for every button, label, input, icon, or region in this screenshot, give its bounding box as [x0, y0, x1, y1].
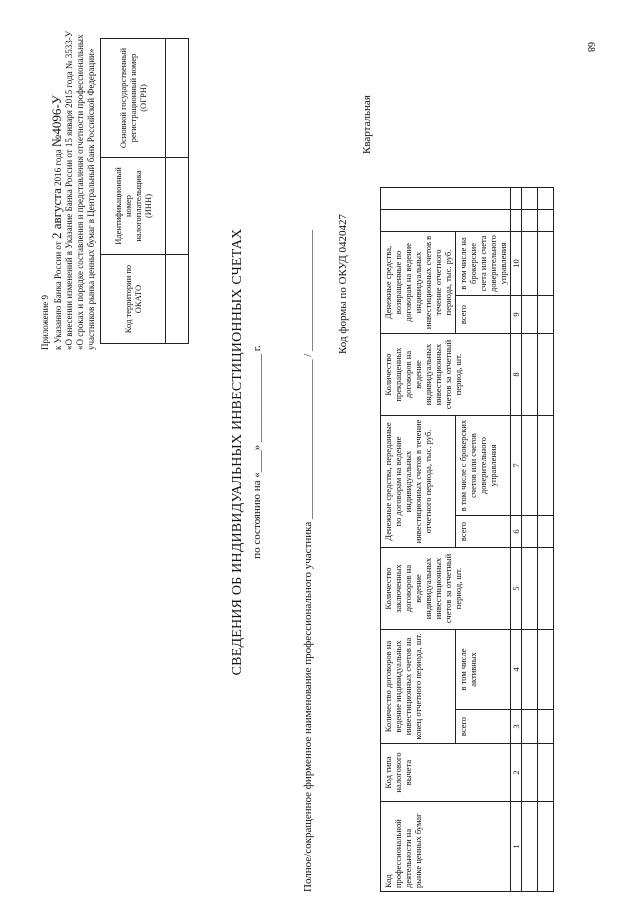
- organization-name-line: Полное/сокращенное фирменное наименование профессионального участника _____________________________ / ______________________: [302, 229, 314, 892]
- col-brokerage-7: в том числе с брокерских счетов или счетов доверительного управления: [456, 416, 511, 516]
- ogrn-value: [166, 39, 189, 158]
- col-number-8: 8: [511, 334, 522, 416]
- col-total-9: всего: [456, 296, 511, 334]
- col-number-1: 1: [511, 802, 522, 892]
- col-total-6: всего: [456, 516, 511, 548]
- col-total-3: всего: [456, 710, 511, 744]
- col-number-4: 4: [511, 630, 522, 710]
- col-number-2: 2: [511, 744, 522, 802]
- col-activity-code: Код профессиональной деятельности на рынке ценных бумаг: [381, 802, 511, 892]
- col-number-3: 3: [511, 710, 522, 744]
- col-active-4: в том числе активных: [456, 630, 511, 710]
- report-date-line: по состоянию на «____» ________________ г.: [251, 345, 263, 559]
- okud-code: Код формы по ОКУД 0420427: [337, 213, 349, 354]
- document-sheet: [40, 12, 600, 892]
- identification-codes-table: [100, 38, 189, 344]
- decree-year: 2016 года: [53, 147, 63, 189]
- table-row: [522, 187, 538, 891]
- col-funds-transferred: Денежные средства, переданные по договорам на ведение индивидуальных инвестиционных счетов в течение отчетного периода, тыс. руб.: [381, 416, 456, 548]
- col-blank-b: [381, 187, 511, 209]
- table-row: [538, 187, 554, 891]
- col-number-7: 7: [511, 416, 522, 516]
- page-number: 68: [585, 42, 596, 52]
- decree-date: 2 августа: [49, 188, 64, 239]
- investment-accounts-table: [380, 187, 554, 892]
- decree-reference: [51, 10, 64, 350]
- appendix-header: [40, 10, 97, 350]
- form-title: СВЕДЕНИЯ ОБ ИНДИВИДУАЛЬНЫХ ИНВЕСТИЦИОННЫХ СЧЕТАХ: [230, 228, 245, 676]
- inn-value: [166, 158, 189, 255]
- okato-header: Код территории по ОКАТО: [101, 255, 166, 344]
- appendix-label: Приложение 9: [40, 294, 50, 350]
- decree-number: №4096-У: [49, 95, 64, 148]
- col-number-blank-a: [511, 209, 522, 231]
- ogrn-header: Основной государственный регистрационный номер (ОГРН): [101, 39, 166, 158]
- col-funds-returned: Денежные средства, возвращенные по договорам на ведение индивидуальных инвестиционных счетов в течение отчетного периода, тыс. руб.: [381, 231, 456, 333]
- col-blank-a: [381, 209, 511, 231]
- col-number-9: 9: [511, 296, 522, 334]
- decree-title-line1: «О внесении изменений в Указание Банка России от 15 января 2015 года № 3533-У: [64, 30, 74, 350]
- col-number-6: 6: [511, 516, 522, 548]
- decree-title-line3: участников рынка ценных бумаг в Центральный банк Российской Федерации»: [86, 48, 96, 350]
- col-contracts-closed: Количество прекращенных договоров на ведение индивидуальных инвестиционных счетов за отчетный период, шт.: [381, 334, 511, 416]
- col-number-5: 5: [511, 548, 522, 630]
- col-number-10: 10: [511, 231, 522, 295]
- decree-prefix: к Указанию Банка России от: [53, 239, 63, 350]
- inn-header: Идентификационный номер налогоплательщика (ИНН): [101, 158, 166, 255]
- col-contracts-end: Количество договоров на ведение индивидуальных инвестиционных счетов на конец отчетного периода, шт.: [381, 630, 456, 744]
- decree-title-line2: «О сроках и порядке составления и представления отчетности профессиональных: [75, 34, 85, 350]
- col-deduction-type: Код типа налогового вычета: [381, 744, 511, 802]
- okato-value: [166, 255, 189, 344]
- col-contracts-opened: Количество заключенных договоров на ведение индивидуальных инвестиционных счетов за отчетный период, шт.: [381, 548, 511, 630]
- reporting-period: Квартальная: [361, 95, 373, 154]
- col-number-blank-b: [511, 187, 522, 209]
- col-brokerage-10: в том числе на брокерские счета или счета доверительного управления: [456, 231, 511, 295]
